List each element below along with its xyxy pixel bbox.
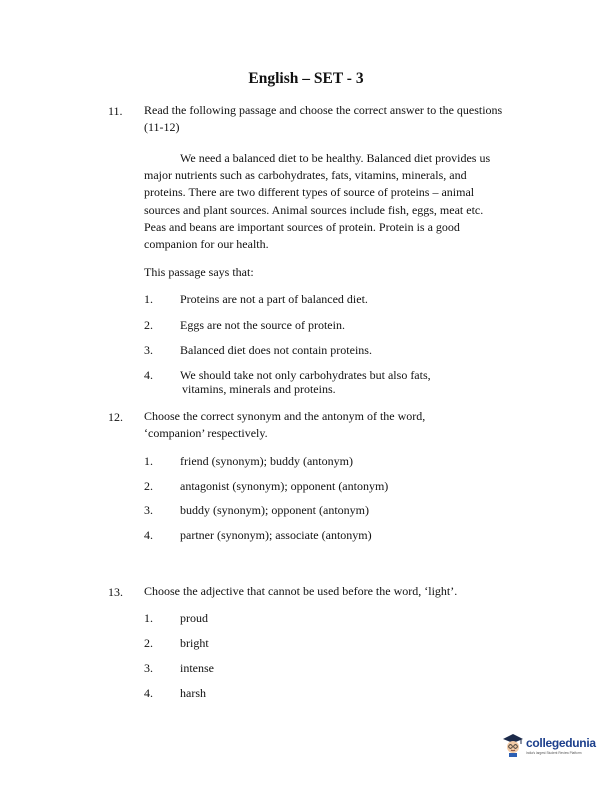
option-text (180, 368, 510, 396)
option-text-line-1: We should take not only carbohydrates but also fats, (180, 368, 431, 382)
option-text: bright (180, 636, 209, 650)
collegedunia-logo (502, 732, 612, 760)
question-13-number: 13. (108, 585, 123, 599)
logo-tagline: India's largest Student Review Platform (526, 751, 582, 755)
option-number: 1. (144, 611, 153, 625)
option-number: 2. (144, 318, 153, 332)
option-number: 4. (144, 686, 153, 700)
graduate-mascot-icon (502, 732, 524, 758)
question-11-passage: We need a balanced diet to be healthy. Balanced diet provides us major nutrients such as carbohydrates, fats, vitamins, minerals, and proteins. There are two different types of source of proteins – animal sources and plant sources. Animal sources include fish, eggs, meat etc. Peas and beans are important sources of protein. Protein is a good companion for our health. (144, 151, 491, 252)
option-text: antagonist (synonym); opponent (antonym) (180, 479, 389, 493)
page-title: English – SET - 3 (248, 70, 364, 87)
option-text: Balanced diet does not contain proteins. (180, 343, 372, 357)
option-number: 1. (144, 454, 153, 468)
option-text: Proteins are not a part of balanced diet. (180, 292, 368, 306)
option-text: intense (180, 661, 214, 675)
question-11-number: 11. (108, 104, 123, 118)
option-number: 3. (144, 661, 153, 675)
option-number: 3. (144, 343, 153, 357)
question-12-number: 12. (108, 410, 123, 424)
option-number: 2. (144, 479, 153, 493)
question-11-lead: This passage says that: (144, 265, 254, 279)
option-text-line-2: vitamins, minerals and proteins. (182, 382, 336, 396)
option-text: Eggs are not the source of protein. (180, 318, 345, 332)
option-text: friend (synonym); buddy (antonym) (180, 454, 353, 468)
question-13-text: Choose the adjective that cannot be used before the word, ‘light’. (144, 584, 458, 598)
option-text: harsh (180, 686, 206, 700)
option-text: partner (synonym); associate (antonym) (180, 528, 372, 542)
question-11-text: Read the following passage and choose the correct answer to the questions (11-12) (144, 103, 503, 134)
option-number: 4. (144, 528, 153, 542)
option-number: 1. (144, 292, 153, 306)
option-number: 2. (144, 636, 153, 650)
option-text: proud (180, 611, 208, 625)
option-text: buddy (synonym); opponent (antonym) (180, 503, 369, 517)
logo-name: collegedunia (526, 736, 596, 750)
question-12-text: Choose the correct synonym and the antonym of the word, ‘companion’ respectively. (144, 409, 426, 440)
option-number: 4. (144, 368, 153, 382)
option-number: 3. (144, 503, 153, 517)
